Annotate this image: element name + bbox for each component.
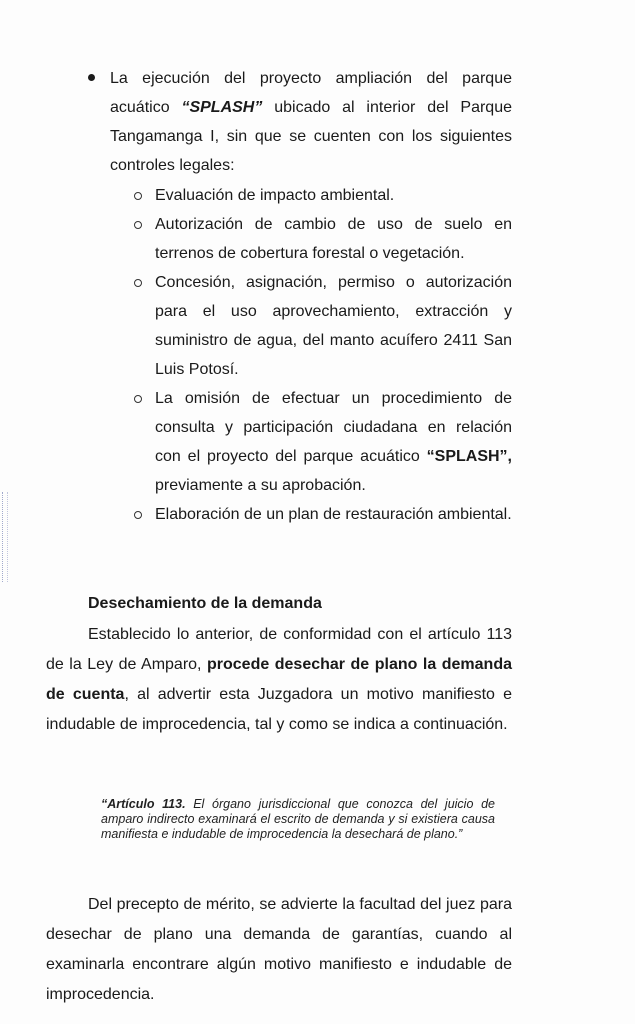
- quote-article-label: “Artículo 113.: [101, 797, 186, 811]
- sub-list-item: [155, 268, 512, 384]
- paragraph-establecido: [46, 620, 512, 740]
- sub-list-item: [155, 210, 512, 268]
- circle-bullet-icon: [134, 395, 142, 403]
- scan-edge-mark: [2, 492, 8, 582]
- sub-list-item: [155, 384, 512, 500]
- bullet-icon: [88, 74, 95, 81]
- bullet-text-end: ubicado al interior del Parque Tangamanga I, sin que se cuenten con los siguientes controles legales:: [110, 99, 512, 174]
- bullet-text-start: La ejecución del proyecto ampliación del parque acuático: [110, 70, 512, 116]
- para1-bold: procede desechar de plano la demanda de cuenta: [46, 656, 513, 703]
- circle-bullet-icon: [134, 192, 142, 200]
- section-heading: Desechamiento de la demanda: [88, 595, 322, 612]
- circle-bullet-icon: [134, 511, 142, 519]
- sub-list-item: [155, 181, 512, 210]
- sub-item-text: La omisión de efectuar un procedimiento de consulta y participación ciudadana en relación con el proyecto del parque acuático: [155, 390, 512, 465]
- quote-text: El órgano jurisdiccional que conozca del juicio de amparo indirecto examinará el escrito de demanda y si existiera causa manifiesta e indudable de improcedencia la desechará de plano.”: [101, 797, 495, 841]
- para1-text-end: , al advertir esta Juzgadora un motivo manifiesto e indudable de improcedencia, tal y como se indica a continuación.: [46, 686, 513, 733]
- sub-list-item: [155, 500, 512, 529]
- sub-list: [155, 181, 512, 529]
- sub-item-text: Elaboración de un plan de restauración ambiental.: [155, 506, 512, 523]
- circle-bullet-icon: [134, 279, 142, 287]
- paragraph-precepto: Del precepto de mérito, se advierte la facultad del juez para desechar de plano una demanda de garantías, cuando al examinarla encontrare algún motivo manifiesto e indudable de improcedencia.: [46, 896, 512, 1003]
- sub-item-text-end: previamente a su aprobación.: [155, 477, 366, 494]
- para1-text-start: Establecido lo anterior, de conformidad con el artículo 113 de la Ley de Amparo,: [46, 626, 512, 673]
- bullet-paragraph: [110, 64, 512, 180]
- sub-item-text: Evaluación de impacto ambiental.: [155, 187, 395, 204]
- splash-bold: “SPLASH”,: [426, 448, 512, 465]
- sub-item-text: Autorización de cambio de uso de suelo en terrenos de cobertura forestal o vegetación.: [155, 216, 512, 262]
- article-quote: [101, 797, 495, 842]
- circle-bullet-icon: [134, 221, 142, 229]
- splash-emphasis: “SPLASH”: [181, 99, 263, 116]
- sub-item-text: Concesión, asignación, permiso o autorización para el uso aprovechamiento, extracción y suministro de agua, del manto acuífero 2411 San Luis Potosí.: [155, 274, 512, 378]
